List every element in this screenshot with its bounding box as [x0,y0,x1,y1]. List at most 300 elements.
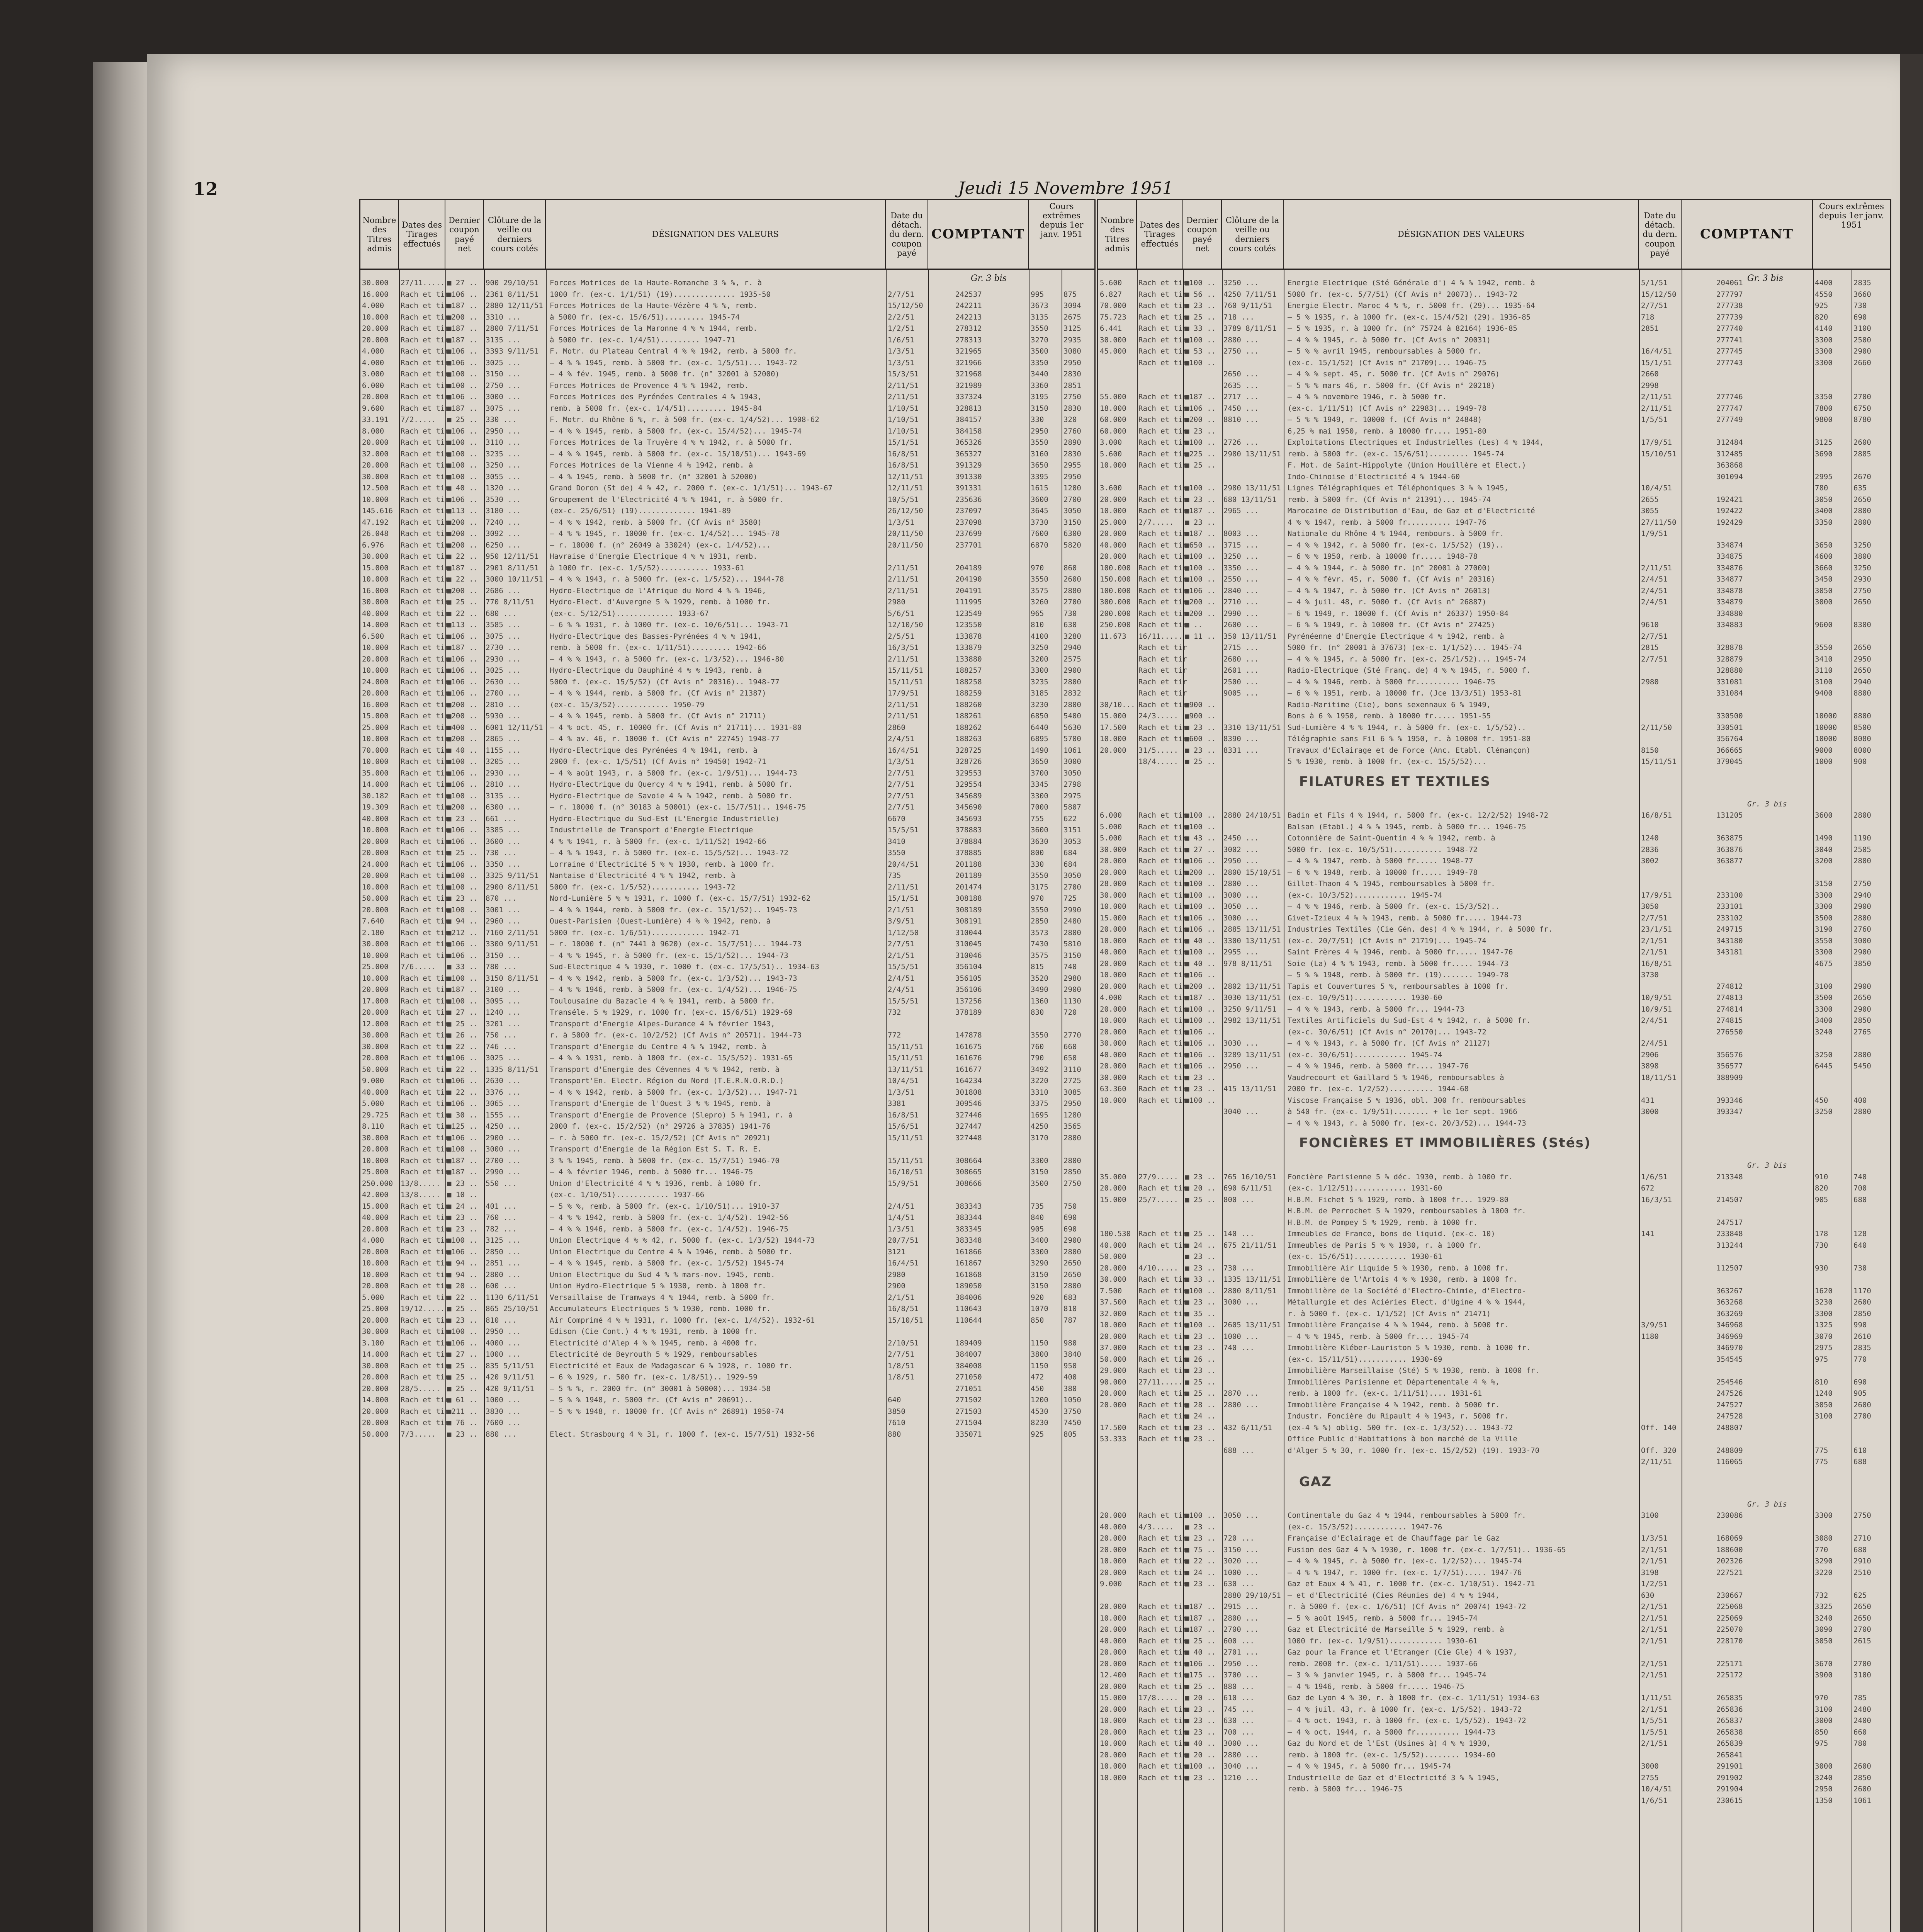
cell-d: 27/9..... [1138,1172,1178,1181]
cell-d: Rach et tir [1138,586,1187,595]
cell-cp: 16/8/51 [888,461,919,469]
table-row [360,1361,1094,1372]
cell-d: Rach et tir [1138,982,1187,991]
cell-cp: 16/4/51 [888,746,919,755]
cell-d: Rach et tir [401,1077,449,1085]
cell-b: 2900 [1853,982,1871,991]
table-row [1098,821,1890,833]
cell-v: 3530 ... [486,495,521,504]
table-row [1098,1772,1890,1784]
cell-d: Rach et tir [401,666,449,675]
right-quotation-table [1097,199,1891,1932]
cell-c: ■ 25 .. [1185,1636,1216,1645]
cell-c: ■106 .. [1185,1039,1216,1048]
table-row [1098,312,1890,323]
cell-q: 365326 [955,438,982,447]
table-row [360,1053,1094,1064]
cell-name: F. Mot. de Saint-Hippolyte (Union Houillère et Elect.) [1288,461,1526,469]
cell-cp: 2/7/51 [888,780,914,789]
cell-q: 230667 [1716,1591,1743,1600]
cell-name: — 4 % % févr. 45, r. 5000 f. (Cf Avis n° 20316) [1288,575,1495,583]
cell-q: 233102 [1716,913,1743,922]
cell-q: 110644 [955,1316,982,1325]
cell-v: 3025 ... [486,666,521,675]
cell-b: 2850 [1063,1168,1081,1176]
cell-cp: 12/10/50 [888,621,923,629]
cell-name: — 4 % % 1943, r. à 5000 fr. (ex-c. 1/3/52)... 1946-80 [550,655,784,663]
cell-q: 384158 [955,427,982,435]
cell-d: Rach et tir [1138,358,1187,367]
cell-b: 2800 [1853,1050,1871,1059]
cell-cp: 17/9/51 [888,689,919,697]
cell-c: ■ 23 .. [1185,1705,1216,1714]
cell-q: 363269 [1716,1309,1743,1318]
table-row [1098,1556,1890,1567]
table-row [1098,494,1890,506]
cell-cp: 630 [1641,1591,1655,1600]
cell-name: — et d'Electricité (Cies Réunies de) 4 % % 1944, [1288,1591,1500,1600]
cell-cp: 3055 [1641,507,1659,515]
cell-n: 4.000 [362,301,384,310]
cell-v: 2700 ... [486,689,521,697]
cell-c: ■ 43 .. [1185,834,1216,842]
cell-b: 3850 [1853,959,1871,968]
cell-d: Rach et tir [401,928,449,937]
cell-q: 228170 [1716,1636,1743,1645]
cell-c: ■900 .. [1185,712,1216,720]
cell-v: 3135 ... [486,791,521,800]
table-row [1098,1795,1890,1807]
cell-b: 785 [1853,1694,1867,1702]
cell-n: 3.000 [362,370,384,378]
table-row [1098,471,1890,483]
cell-v: 1000 ... [1223,1568,1259,1577]
cell-cp: 3898 [1641,1062,1659,1070]
cell-n: 10.000 [362,666,389,675]
cell-d: Rach et tir [1138,609,1187,618]
cell-v: 700 ... [1223,1728,1255,1736]
cell-cp: 735 [888,871,901,880]
cell-d: Rach et tir [1138,324,1187,333]
table-row [1098,969,1890,981]
cell-d: Rach et tir [401,905,449,914]
cell-h: 7800 [1815,404,1833,413]
cell-h: 10000 [1815,712,1837,720]
cell-q: 230615 [1716,1796,1743,1805]
cell-name: — 4 % % 1944, remb. à 5000 fr. (ex-c. 15/1/52).. 1945-73 [550,905,797,914]
cell-cp: 2/11/51 [1641,1458,1672,1466]
cell-cp: 2/1/51 [888,951,914,960]
cell-c: ■100 .. [447,997,478,1005]
cell-q: 345693 [955,814,982,823]
cell-h: 2950 [1815,1785,1833,1793]
cell-v: 2950 ... [1223,857,1259,865]
cell-name: — 4 % % 1942, remb. à 5000 fr. (ex-c. 1/3/52)... 1947-71 [550,1088,797,1097]
cell-d: 28/5..... [401,1384,440,1393]
cell-v: 3150 ... [486,370,521,378]
cell-d: Rach et tir [401,484,449,492]
cell-q: 265839 [1716,1739,1743,1748]
cell-q: 346970 [1716,1344,1743,1352]
cell-q: 301094 [1716,472,1743,481]
cell-b: 2800 [1853,811,1871,820]
cell-cp: 15/11/51 [888,1042,923,1051]
cell-name: Energie Electr. Maroc 4 % %, r. 5000 fr. (29)... 1935-64 [1288,301,1535,310]
cell-q: 192421 [1716,495,1743,504]
cell-h: 9000 [1815,746,1833,755]
cell-q: 278313 [955,335,982,344]
cell-c: ■100 .. [1185,484,1216,492]
cell-h: 3000 [1815,598,1833,606]
cell-v: 3110 ... [486,438,521,447]
cell-n: 14.000 [362,1350,389,1359]
cell-cp: 2/7/51 [888,290,914,299]
table-row [1098,1172,1890,1183]
cell-c: ■ 23 .. [1185,1252,1216,1261]
cell-v: 2980 13/11/51 [1223,449,1281,458]
cell-q: 192422 [1716,507,1743,515]
cell-q: 384008 [955,1361,982,1370]
cell-n: 60.000 [1100,415,1126,424]
cell-c: ■ 35 .. [1185,1309,1216,1318]
table-row [1098,1590,1890,1602]
group-label: Gr. 3 bis [1747,1500,1787,1509]
table-row [1098,1286,1890,1297]
cell-h: 920 [1031,1293,1044,1302]
cell-d: Rach et tir [1138,1400,1187,1409]
cell-cp: 16/4/51 [1641,347,1672,355]
cell-d: Rach et tir [1138,1016,1187,1025]
cell-cp: 15/11/51 [888,1133,923,1142]
cell-b: 3250 [1853,541,1871,549]
cell-b: 2400 [1853,1716,1871,1725]
cell-h: 3125 [1815,438,1833,447]
cell-cp: 3050 [1641,902,1659,911]
cell-n: 300.000 [1100,598,1131,606]
cell-h: 760 [1031,1042,1044,1051]
cell-v: 2810 ... [486,780,521,789]
cell-d: Rach et tir [1138,902,1187,911]
cell-name: d'Alger 5 % 30, r. 1000 fr. (ex-c. 15/2/52) (19). 1933-70 [1288,1446,1540,1455]
cell-q: 356104 [955,963,982,971]
cell-q: 188259 [955,689,982,697]
cell-c: ■ 23 .. [1185,1172,1216,1181]
cell-b: 680 [1853,1195,1867,1204]
cell-q: 277745 [1716,347,1743,355]
cell-name: r. à 5000 f. (ex-c. 1/6/51) (Cf Avis n° 20074) 1943-72 [1288,1602,1526,1611]
cell-b: 2800 [1063,1156,1081,1165]
header-cours-extremes: Cours extrêmes depuis 1er janv. 1951 [1029,200,1094,270]
cell-v: 3030 13/11/51 [1223,993,1281,1002]
cell-cp: 15/10/51 [1641,449,1677,458]
cell-v: 3100 ... [486,985,521,994]
cell-d: Rach et tir [401,324,449,333]
header-cloture: Clôture de la veille ou derniers cours cotés [1222,200,1284,270]
cell-h: 3410 [1815,655,1833,663]
cell-v: 4250 ... [486,1122,521,1131]
cell-v: 600 ... [486,1282,517,1290]
cell-b: 2940 [1063,643,1081,652]
cell-name: Immobilière de la Société d'Electro-Chimie, d'Electro- [1288,1286,1526,1295]
table-row [1098,483,1890,494]
cell-c: ■ 25 .. [447,415,478,424]
cell-n: 145.616 [362,507,393,515]
cell-b: 3050 [1063,507,1081,515]
cell-n: 24.000 [362,860,389,869]
cell-h: 3440 [1031,370,1048,378]
cell-d: Rach et tir [1138,677,1187,686]
table-row [1098,1411,1890,1422]
cell-b: 2650 [1063,1270,1081,1279]
cell-cp: 18/11/51 [1641,1073,1677,1082]
cell-b: 3151 [1063,826,1081,834]
cell-name: Forces Motrices des Pyrénées Centrales 4 % 1943, [550,393,762,401]
cell-b: 875 [1063,290,1077,299]
table-row [360,1235,1094,1247]
cell-name: Immobilière de l'Artois 4 % % 1930, remb. à 1000 fr. [1288,1275,1517,1284]
cell-d: Rach et tir [401,438,449,447]
cell-v: 745 ... [1223,1705,1255,1714]
cell-d: 24/3..... [1138,712,1178,720]
cell-cp: 16/10/51 [888,1168,923,1176]
table-row [1098,346,1890,357]
cell-d: Rach et tir [401,974,449,983]
cell-name: Transport d'Energie de la Région Est S. T. R. E. [550,1145,762,1153]
cell-cp: 15/11/51 [888,677,923,686]
cell-q: 214507 [1716,1195,1743,1204]
cell-c: ■100 .. [1185,1286,1216,1295]
cell-n: 20.000 [1100,925,1126,934]
cell-d: Rach et tir [1138,857,1187,865]
cell-name: Travaux d'Eclairage et de Force (Anc. Etabl. Clémançon) [1288,746,1531,755]
cell-c: ■100 .. [447,905,478,914]
table-row [360,1247,1094,1258]
cell-n: 16.000 [362,586,389,595]
cell-d: Rach et tir [401,1361,449,1370]
cell-n: 3.100 [362,1338,384,1347]
cell-name: — 5 % % 1948, r. 5000 fr. (Cf Avis n° 20691).. [550,1396,753,1404]
cell-n: 63.360 [1100,1085,1126,1093]
cell-q: 365327 [955,449,982,458]
cell-q: 265837 [1716,1716,1743,1725]
cell-name: F. Motr. du Plateau Central 4 % % 1942, remb. à 5000 fr. [550,347,797,355]
table-row [1098,1727,1890,1738]
cell-q: 133880 [955,655,982,663]
table-row [360,1178,1094,1190]
cell-v: 550 ... [486,1179,517,1188]
cell-b: 1061 [1853,1796,1871,1805]
table-row [1098,551,1890,563]
table-row [360,1338,1094,1349]
cell-b: 2851 [1063,381,1081,390]
cell-cp: 15/11/51 [888,1156,923,1165]
cell-b: 2850 [1853,1773,1871,1782]
cell-b: 3100 [1853,324,1871,333]
cell-n: 20.000 [1100,552,1126,561]
cell-h: 3395 [1031,472,1048,481]
cell-name: à 5000 fr. (ex-c. 15/6/51)......... 1945-74 [550,313,740,321]
cell-v: 3310 ... [486,313,521,321]
cell-cp: 15/3/51 [888,370,919,378]
cell-c: ■106 .. [447,1054,478,1062]
cell-c: ■100 .. [1185,1762,1216,1770]
cell-h: 6870 [1031,541,1048,549]
cell-h: 2975 [1815,1344,1833,1352]
cell-name: Immobilière Marseillaise (Sté) 5 % 1930, remb. à 1000 fr. [1288,1366,1540,1375]
cell-q: 133879 [955,643,982,652]
cell-h: 970 [1031,563,1044,572]
cell-h: 3300 [1815,358,1833,367]
cell-cp: 17/9/51 [1641,891,1672,900]
cell-c: ■ .. [1185,621,1203,629]
cell-b: 2650 [1853,1614,1871,1622]
cell-n: 30.000 [362,1327,389,1336]
cell-h: 2995 [1815,472,1833,481]
cell-b: 8080 [1853,735,1871,743]
table-row [1098,1681,1890,1693]
cell-name: (ex-c. 1/11/51) (Cf Avis n° 22983)... 1949-78 [1288,404,1486,413]
cell-c: ■ 24 .. [1185,1412,1216,1420]
cell-h: 3490 [1031,985,1048,994]
cell-h: 9800 [1815,415,1833,424]
cell-v: 1335 8/11/51 [486,1065,539,1074]
cell-d: Rach et tir [401,1145,449,1153]
cell-b: 2750 [1063,393,1081,401]
cell-cp: 16/8/51 [888,449,919,458]
table-row [1098,901,1890,913]
cell-h: 3240 [1815,1773,1833,1782]
cell-name: Air Comprimé 4 % % 1931, r. 1000 fr. (ex-c. 1/4/52). 1932-61 [550,1316,815,1325]
table-row [360,403,1094,415]
table-row [360,813,1094,825]
cell-b: 2650 [1063,1259,1081,1267]
cell-c: ■106 .. [1185,586,1216,595]
cell-d: Rach et tir [1138,575,1187,583]
cell-c: ■ 25 .. [447,598,478,606]
cell-d: Rach et tir [1138,1355,1187,1364]
cell-c: ■100 .. [447,1327,478,1336]
cell-cp: 2/1/51 [1641,1557,1668,1565]
table-row [1098,1400,1890,1411]
table-row [360,756,1094,768]
cell-name: Hydro-Electrique des Pyrénées 4 % 1941, remb. à [550,746,758,755]
cell-name: Radio-Maritime (Cie), bons sexennaux 6 % 1949, [1288,700,1491,709]
cell-q: 310044 [955,928,982,937]
cell-cp: 2/1/51 [888,905,914,914]
table-row [1098,1445,1890,1457]
cell-b: 805 [1063,1430,1077,1439]
cell-d: Rach et tir [401,1293,449,1302]
cell-b: 2850 [1853,1016,1871,1025]
cell-v: 3325 9/11/51 [486,871,539,880]
cell-v: 3250 ... [1223,552,1259,561]
cell-name: 5000 fr. (ex-c. 10/5/51)........... 1948-72 [1288,845,1478,854]
cell-name: Transéle. 5 % 1929, r. 1000 fr. (ex-c. 15/6/51) 1929-69 [550,1008,793,1017]
cell-d: Rach et tir [401,472,449,481]
cell-h: 1150 [1031,1338,1048,1347]
cell-h: 975 [1815,1355,1828,1364]
cell-q: 213348 [1716,1172,1743,1181]
cell-cp: 1/2/51 [1641,1580,1668,1588]
cell-b: 684 [1063,849,1077,857]
cell-name: — 4 % % 1945, remb. à 5000 fr.... 1945-74 [1288,1332,1469,1341]
table-row [1098,517,1890,529]
cell-c: ■200 .. [447,518,478,527]
cell-n: 15.000 [1100,1195,1126,1204]
cell-q: 308191 [955,917,982,925]
cell-n: 40.000 [362,1213,389,1222]
cell-d: Rach et tir [1138,1073,1187,1082]
cell-h: 2850 [1031,917,1048,925]
cell-q: 233101 [1716,902,1743,911]
cell-cp: 16/4/51 [888,1259,919,1267]
header-tirages: Dates des Tirages effectués [399,200,445,270]
cell-h: 1200 [1031,1396,1048,1404]
cell-name: (ex-c. 30/6/51)............ 1945-74 [1288,1050,1442,1059]
table-row [360,893,1094,905]
table-row [1098,867,1890,879]
table-row [1098,323,1890,335]
cell-h: 3000 [1815,1762,1833,1770]
cell-cp: 2836 [1641,845,1659,854]
cell-q: 308188 [955,894,982,903]
cell-b: 2505 [1853,845,1871,854]
cell-d: Rach et tir [1138,1096,1187,1105]
cell-h: 3325 [1815,1602,1833,1611]
cell-v: 3095 ... [486,997,521,1005]
cell-c: ■100 .. [447,438,478,447]
cell-b: 2725 [1063,1077,1081,1085]
cell-cp: 9610 [1641,621,1659,629]
cell-v: 810 ... [486,1316,517,1325]
cell-cp: 2/2/51 [888,313,914,321]
cell-c: ■200 .. [1185,982,1216,991]
cell-n: 53.333 [1100,1435,1126,1443]
cell-v: 2850 ... [486,1247,521,1256]
cell-d: Rach et tir [1138,643,1187,652]
cell-c: ■106 .. [447,780,478,789]
cell-b: 950 [1063,1361,1077,1370]
section-title-filatures: FILATURES ET TEXTILES [1299,774,1491,789]
cell-q: 278312 [955,324,982,333]
cell-name: Métallurgie et des Aciéries Elect. d'Ugine 4 % % 1944, [1288,1298,1526,1306]
cell-v: 782 ... [486,1225,517,1233]
cell-c: ■200 .. [447,735,478,743]
cell-h: 3290 [1815,1557,1833,1565]
cell-q: 393346 [1716,1096,1743,1105]
cell-d: Rach et tir [401,712,449,720]
table-row [360,505,1094,517]
cell-b: 2935 [1063,335,1081,344]
cell-h: 820 [1815,313,1828,321]
cell-name: remb. à 5000 fr. (ex-c. 1/11/51)......... 1942-66 [550,643,766,652]
cell-cp: 1/10/51 [888,404,919,413]
cell-c: ■ 23 .. [1185,1728,1216,1736]
cell-q: 330501 [1716,723,1743,732]
cell-c: ■ 27 .. [1185,845,1216,854]
cell-v: 2930 ... [486,655,521,663]
cell-cp: Off. 320 [1641,1446,1677,1455]
cell-v: 2726 ... [1223,438,1259,447]
cell-h: 3250 [1031,643,1048,652]
cell-cp: 2/7/51 [888,769,914,777]
cell-d: Rach et tir [401,883,449,891]
cell-v: 2950 ... [486,427,521,435]
cell-name: Office Public d'Habitations à bon marché de la Ville [1288,1435,1517,1443]
cell-name: — r. à 5000 fr. (ex-c. 15/2/52) (Cf Avis n° 20921) [550,1133,771,1142]
cell-d: Rach et tir [1138,1545,1187,1554]
cell-n: 20.000 [362,837,389,846]
